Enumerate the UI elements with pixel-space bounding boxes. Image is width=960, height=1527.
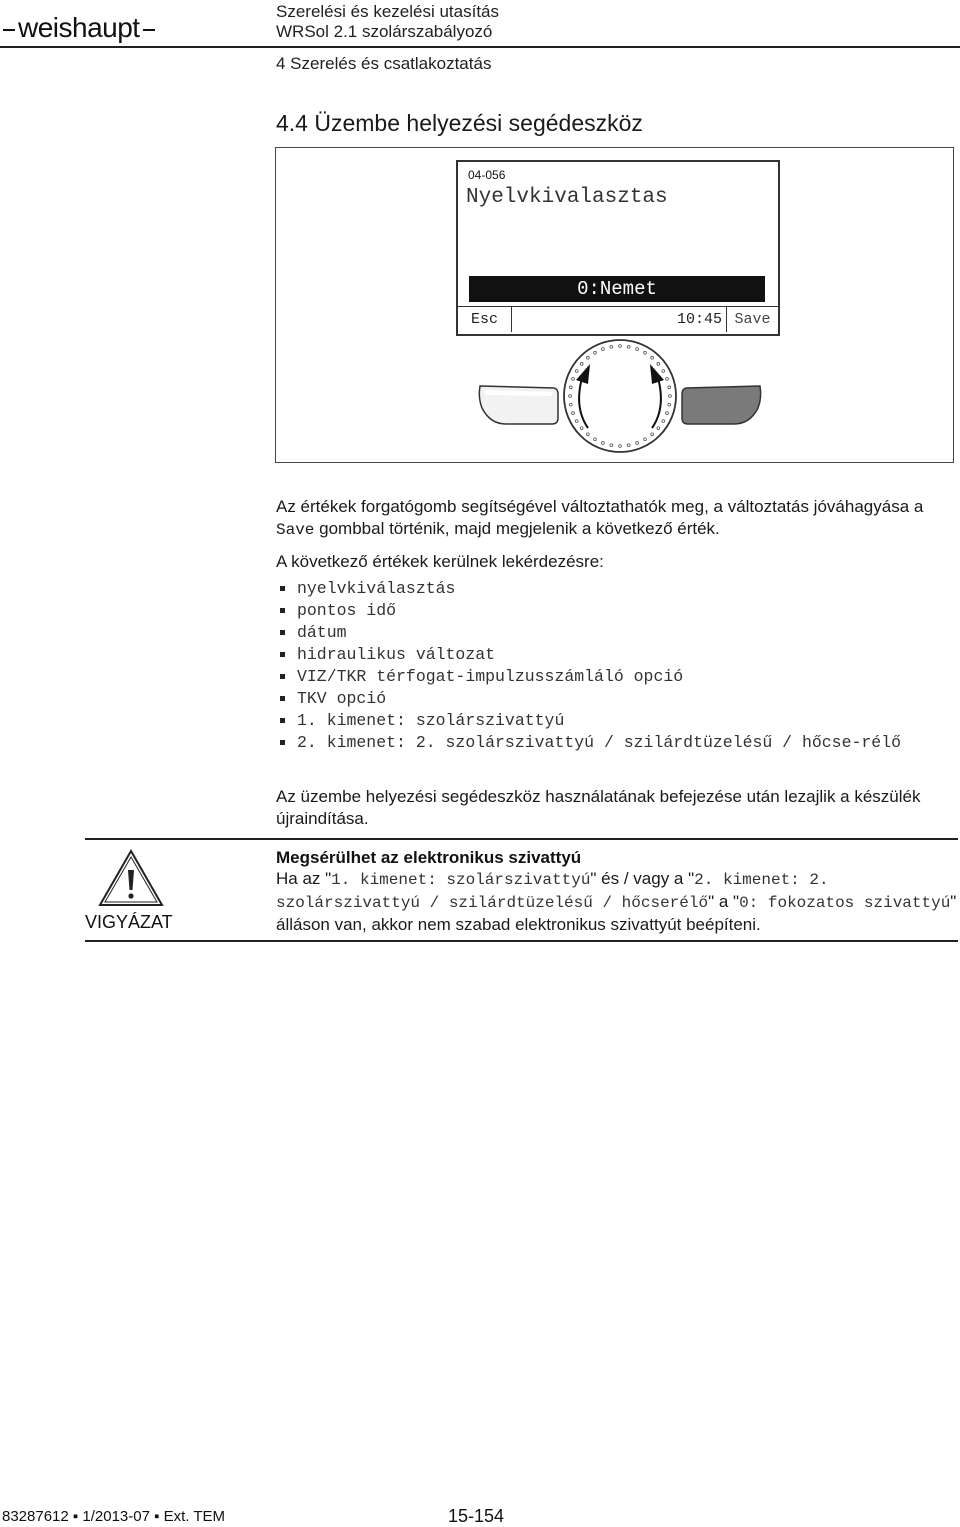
list-item: pontos idő: [276, 600, 956, 622]
header-rule: [0, 46, 960, 48]
chapter-title: 4 Szerelés és csatlakoztatás: [276, 54, 492, 73]
device-controls: [470, 338, 770, 458]
intro-text-1: Az értékek forgatógomb segítségével változtathatók meg, a változtatás jóváhagyása a: [276, 497, 924, 516]
caution-top-rule: [85, 838, 958, 840]
rotary-knob[interactable]: [564, 340, 676, 452]
intro-text-2: gombbal történik, majd megjelenik a következő érték.: [314, 519, 720, 538]
intro-save-word: Save: [276, 521, 315, 539]
list-item: 2. kimenet: 2. szolárszivattyú / szilárdtüzelésű / hőcse-rélő: [276, 732, 937, 754]
list-item: VIZ/TKR térfogat-impulzusszámláló opció: [276, 666, 956, 688]
list-item: dátum: [276, 622, 956, 644]
footer-page-number: 15-154: [448, 1506, 505, 1526]
list-item: hidraulikus változat: [276, 644, 956, 666]
list-item: TKV opció: [276, 688, 956, 710]
caution-bottom-rule: [85, 940, 958, 942]
save-softkey[interactable]: Save: [726, 306, 778, 332]
screen-code: 04-056: [468, 168, 506, 182]
screen-title: Nyelvkivalasztas: [466, 186, 668, 209]
intro-paragraph: [276, 496, 956, 541]
list-intro: A következő értékek kerülnek lekérdezésre:: [276, 552, 604, 571]
logo-text: weishaupt: [18, 12, 140, 43]
product-name: WRSol 2.1 szolárszabályozó: [276, 22, 493, 41]
caution-label: VIGYÁZAT: [85, 912, 173, 932]
caution-heading: Megsérülhet az elektronikus szivattyú: [276, 848, 582, 867]
queried-values-list: [276, 578, 956, 754]
screen-selected-value: 0:Nemet: [469, 276, 765, 302]
esc-softkey[interactable]: Esc: [458, 306, 512, 332]
save-button[interactable]: [682, 386, 761, 424]
caution-body: Ha az "1. kimenet: szolárszivattyú" és / vagy a "2. kimenet: 2. szolárszivattyú / szilárdtüzelésű / hőcserélő" a "0: fokozatos szivattyú" álláson van, akkor nem szabad elektronikus szivattyút beépíteni.: [276, 869, 957, 934]
list-item: nyelvkiválasztás: [276, 578, 956, 600]
warning-triangle-icon: [97, 848, 165, 908]
section-title: 4.4 Üzembe helyezési segédeszköz: [276, 110, 643, 136]
footer-doc-ref: 83287612 ▪ 1/2013-07 ▪ Ext. TEM: [2, 1508, 226, 1525]
doc-title: Szerelési és kezelési utasítás: [276, 2, 499, 21]
screen-time: 10:45: [676, 310, 722, 328]
list-item: 1. kimenet: szolárszivattyú: [276, 710, 956, 732]
weishaupt-logo: [0, 12, 158, 44]
outro-paragraph: Az üzembe helyezési segédeszköz használatának befejezése után lezajlik a készülék újraindítása.: [276, 787, 921, 828]
